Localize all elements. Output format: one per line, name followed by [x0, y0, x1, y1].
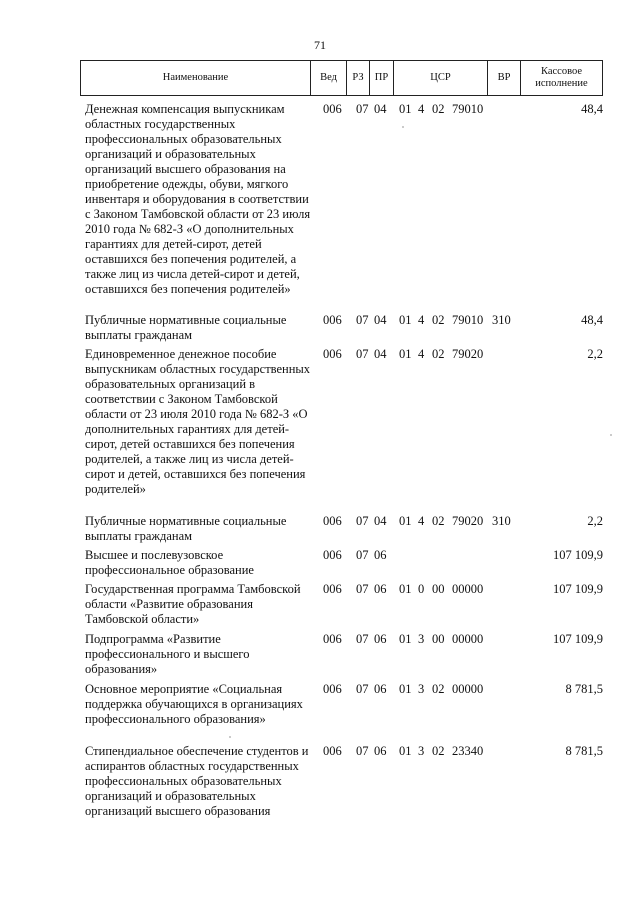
row-csr-program: 01 [399, 632, 412, 646]
row-csr-subprogram: 4 [418, 102, 425, 116]
row-csr-subprogram: 4 [418, 347, 425, 361]
row-pr: 04 [374, 313, 387, 327]
row-csr-program: 01 [399, 582, 412, 596]
row-name: Государственная программа Тамбовской области «Развитие образования Тамбовской области» [85, 582, 301, 626]
row-pr: 04 [374, 347, 387, 361]
row-sum: 107 109,9 [553, 632, 603, 646]
header-csr: ЦСР [430, 72, 451, 83]
row-csr-direction: 79020 [452, 347, 484, 361]
header-ved: Вед [320, 72, 337, 83]
row-name: Подпрограмма «Развитие профессионального и высшего образования» [85, 632, 250, 676]
row-rz: 07 [356, 632, 369, 646]
row-rz: 07 [356, 313, 369, 327]
row-csr-direction: 79010 [452, 313, 484, 327]
table-header [80, 60, 603, 96]
row-csr-program: 01 [399, 514, 412, 528]
row-name: Основное мероприятие «Социальная поддержка обучающихся в организациях профессионального образования» [85, 682, 303, 726]
row-csr-direction: 79010 [452, 102, 484, 116]
row-csr-event: 00 [432, 582, 445, 596]
row-csr-direction: 79020 [452, 514, 484, 528]
row-ved: 006 [323, 632, 342, 646]
row-sum: 107 109,9 [553, 548, 603, 562]
row-sum: 107 109,9 [553, 582, 603, 596]
row-name: Денежная компенсация выпускникам областных государственных профессиональных образовательных организаций и образовательных организаций высшего образования на приобретение одежды, обуви, мягкого инвентаря и оборудования в соответствии с Законом Тамбовской области от 23 июля 2010 года № 682-З «О дополнительных гарантиях для детей-сирот, детей оставшихся без попечения родителей, а также лиц из числа детей-сирот и детей, оставшихся без попечения родителей» [85, 102, 311, 296]
row-rz: 07 [356, 682, 369, 696]
row-csr-event: 00 [432, 632, 445, 646]
header-vr: ВР [497, 72, 511, 83]
header-name: Наименование [162, 72, 229, 83]
row-rz: 07 [356, 744, 369, 758]
row-csr-subprogram: 3 [418, 744, 425, 758]
row-csr-subprogram: 4 [418, 514, 425, 528]
row-sum: 48,4 [581, 313, 603, 327]
row-csr-direction: 23340 [452, 744, 484, 758]
header-rz: РЗ [352, 72, 364, 83]
row-sum: 2,2 [587, 514, 603, 528]
row-name: Публичные нормативные социальные выплаты гражданам [85, 514, 287, 543]
row-name: Стипендиальное обеспечение студентов и аспирантов областных государственных профессиональных образовательных организаций и образовательных организаций высшего образования [85, 744, 309, 818]
row-csr-event: 02 [432, 744, 445, 758]
row-ved: 006 [323, 744, 342, 758]
row-rz: 07 [356, 102, 369, 116]
row-csr-program: 01 [399, 313, 412, 327]
row-pr: 06 [374, 582, 387, 596]
row-rz: 07 [356, 548, 369, 562]
row-csr-program: 01 [399, 682, 412, 696]
row-ved: 006 [323, 313, 342, 327]
row-csr-subprogram: 3 [418, 682, 425, 696]
scan-speck [229, 736, 231, 738]
row-sum: 8 781,5 [565, 682, 603, 696]
row-sum: 8 781,5 [565, 744, 603, 758]
row-pr: 06 [374, 744, 387, 758]
row-vr: 310 [492, 514, 511, 528]
row-csr-direction: 00000 [452, 682, 484, 696]
row-pr: 06 [374, 548, 387, 562]
row-pr: 06 [374, 682, 387, 696]
row-csr-program: 01 [399, 347, 412, 361]
row-vr: 310 [492, 313, 511, 327]
row-sum: 2,2 [587, 347, 603, 361]
row-rz: 07 [356, 514, 369, 528]
row-csr-subprogram: 3 [418, 632, 425, 646]
row-name: Высшее и послевузовское профессиональное образование [85, 548, 254, 577]
row-csr-subprogram: 4 [418, 313, 425, 327]
row-name: Публичные нормативные социальные выплаты гражданам [85, 313, 287, 342]
row-pr: 04 [374, 102, 387, 116]
header-sum: Кассовое исполнение [535, 66, 588, 89]
row-rz: 07 [356, 347, 369, 361]
row-pr: 04 [374, 514, 387, 528]
row-sum: 48,4 [581, 102, 603, 116]
row-ved: 006 [323, 682, 342, 696]
row-csr-direction: 00000 [452, 632, 484, 646]
row-ved: 006 [323, 548, 342, 562]
row-ved: 006 [323, 514, 342, 528]
row-rz: 07 [356, 582, 369, 596]
row-csr-program: 01 [399, 102, 412, 116]
row-pr: 06 [374, 632, 387, 646]
row-csr-event: 02 [432, 102, 445, 116]
page-number: 71 [314, 38, 326, 52]
row-ved: 006 [323, 582, 342, 596]
row-csr-program: 01 [399, 744, 412, 758]
row-csr-event: 02 [432, 313, 445, 327]
scan-speck [610, 434, 612, 436]
row-csr-event: 02 [432, 682, 445, 696]
header-pr: ПР [374, 72, 389, 83]
row-csr-direction: 00000 [452, 582, 484, 596]
row-ved: 006 [323, 347, 342, 361]
row-name: Единовременное денежное пособие выпускникам областных государственных образовательных организаций в соответствии с Законом Тамбовской области от 23 июля 2010 года № 682-З «О дополнительных гарантиях для детей-сирот, детей оставшихся без попечения родителей, а также лиц из числа детей-сирот и детей, оставшихся без попечения родителей» [85, 347, 311, 496]
row-csr-subprogram: 0 [418, 582, 425, 596]
scan-speck [402, 126, 404, 128]
row-csr-event: 02 [432, 514, 445, 528]
row-ved: 006 [323, 102, 342, 116]
row-csr-event: 02 [432, 347, 445, 361]
